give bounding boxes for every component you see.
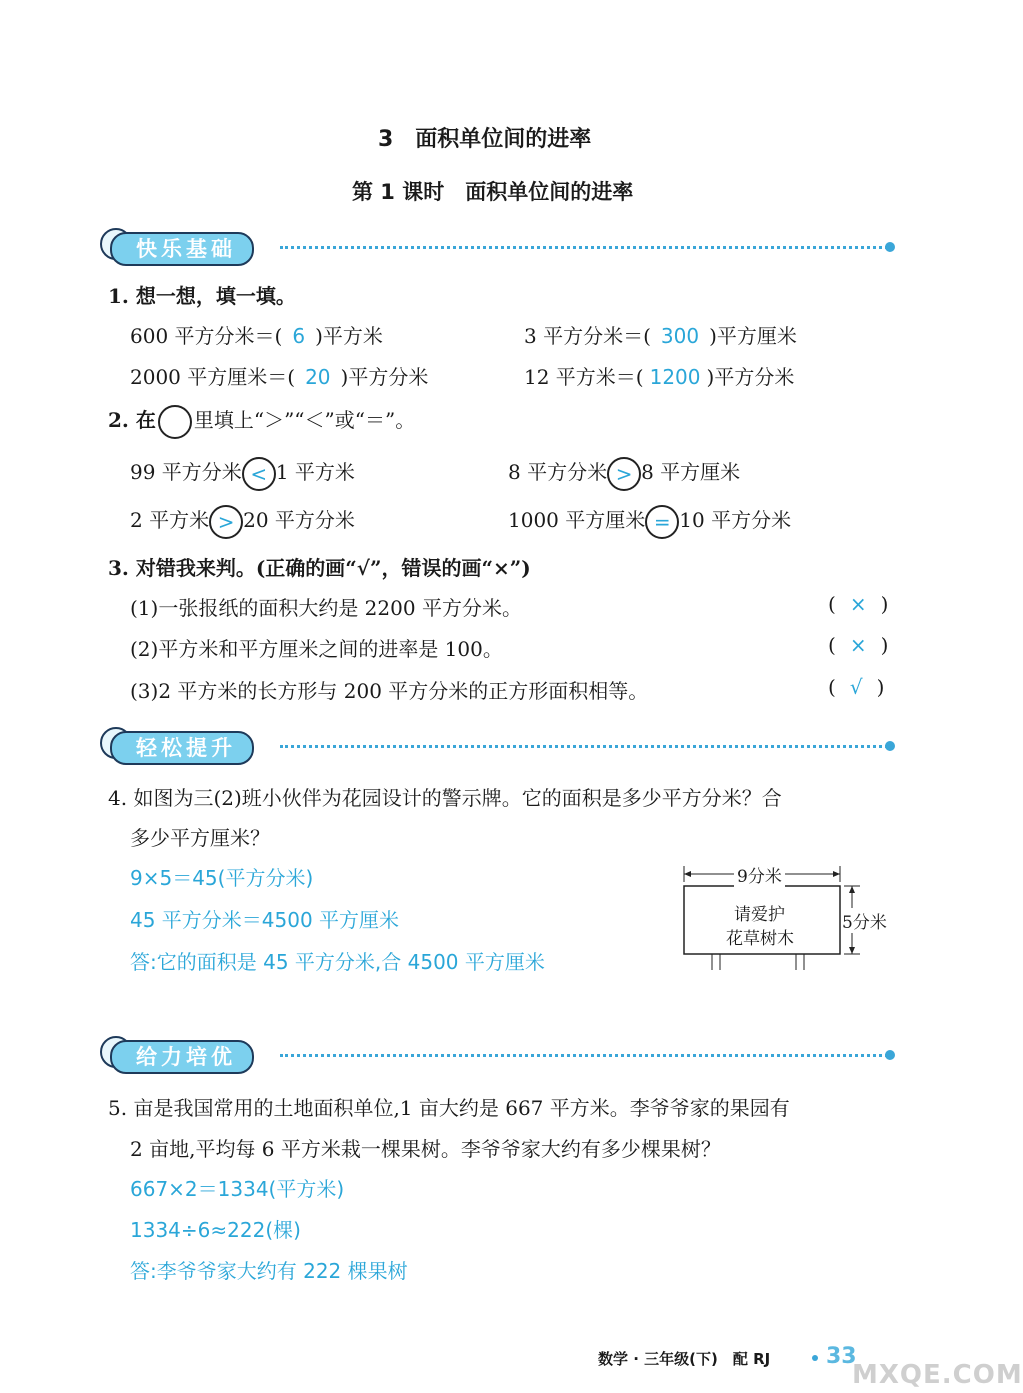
q4-answer-2: 45 平方分米＝4500 平方厘米 (130, 908, 400, 932)
answer: √ (849, 675, 863, 699)
q4-line1: 4. 如图为三(2)班小伙伴为花园设计的警示牌。它的面积是多少平方分米？合 (108, 786, 782, 810)
q3-judgement: ( × ) (828, 592, 889, 616)
q1-item: 2000 平方厘米＝( 20 )平方分米 (130, 365, 429, 389)
q2-item: 2 平方米 > 20 平方分米 (130, 504, 355, 539)
compare-circle: < (242, 457, 276, 491)
q3-item: (3)2 平方米的长方形与 200 平方分米的正方形面积相等。 (130, 679, 649, 703)
compare-circle: > (607, 457, 641, 491)
q3-item: (2)平方米和平方厘米之间的进率是 100。 (130, 637, 503, 661)
sign-height-label: 5分米 (842, 908, 887, 933)
banner-label: 给力培优 (110, 1040, 254, 1074)
dotted-divider (280, 1054, 888, 1057)
banner-advanced (110, 1040, 900, 1074)
answer: 300 (660, 324, 700, 348)
q1-item: 600 平方分米＝( 6 )平方米 (130, 324, 383, 348)
q1-item: 12 平方米＝( 1200 )平方分米 (524, 365, 795, 389)
q3-prompt: 3. 对错我来判。(正确的画“√”，错误的画“×”) (108, 556, 531, 580)
watermark: MXQE.COM (852, 1360, 1023, 1390)
divider-end-dot (885, 741, 895, 751)
answer: 20 (305, 365, 331, 389)
q4-answer-1: 9×5＝45(平方分米) (130, 866, 314, 890)
page-number: 33 (826, 1344, 857, 1369)
q1-item: 3 平方分米＝( 300 )平方厘米 (524, 324, 797, 348)
section-title: 3 面积单位间的进率 (378, 127, 592, 152)
q5-line2: 2 亩地,平均每 6 平方米栽一棵果树。李爷爷家大约有多少棵果树？ (130, 1137, 721, 1161)
q2-item: 1000 平方厘米 = 10 平方分米 (508, 504, 791, 539)
q3-judgement: ( √ ) (828, 675, 885, 699)
q5-line1: 5. 亩是我国常用的土地面积单位,1 亩大约是 667 平方米。李爷爷家的果园有 (108, 1096, 790, 1120)
q2-item: 99 平方分米 < 1 平方米 (130, 456, 355, 491)
q2-prompt: 2. 在 里填上“＞”“＜”或“＝”。 (108, 404, 415, 439)
lesson-title: 第 1 课时 面积单位间的进率 (352, 180, 634, 204)
q2-item: 8 平方分米 > 8 平方厘米 (508, 456, 740, 491)
q3-item: (1)一张报纸的面积大约是 2200 平方分米。 (130, 596, 522, 620)
q5-answer-3: 答:李爷爷家大约有 222 棵果树 (130, 1259, 408, 1283)
sign-text-line2: 花草树木 (726, 929, 794, 949)
q1-prompt: 1. 想一想，填一填。 (108, 284, 296, 308)
dotted-divider (280, 246, 888, 249)
q5-answer-2: 1334÷6≈222(棵) (130, 1218, 301, 1242)
answer: 1200 (649, 365, 701, 389)
page-number-dot (812, 1355, 818, 1361)
sign-diagram (682, 860, 902, 975)
q4-answer-3: 答:它的面积是 45 平方分米,合 4500 平方厘米 (130, 950, 545, 974)
banner-label: 快乐基础 (110, 232, 254, 266)
divider-end-dot (885, 1050, 895, 1060)
answer: × (849, 592, 867, 616)
q3-judgement: ( × ) (828, 633, 889, 657)
divider-end-dot (885, 242, 895, 252)
sign-width-label: 9分米 (734, 862, 785, 887)
banner-label: 轻松提升 (110, 731, 254, 765)
compare-circle: = (645, 505, 679, 539)
empty-circle (158, 405, 192, 439)
q5-answer-1: 667×2＝1334(平方米) (130, 1177, 345, 1201)
compare-circle: > (209, 505, 243, 539)
banner-basics (110, 232, 900, 266)
footer-text: 数学 · 三年级(下) 配 RJ (598, 1350, 771, 1368)
q4-line2: 多少平方厘米？ (130, 826, 270, 850)
sign-text-line1: 请爱护 (734, 905, 785, 925)
answer: 6 (292, 324, 306, 348)
answer: × (849, 633, 867, 657)
banner-improve (110, 731, 900, 765)
dotted-divider (280, 745, 888, 748)
